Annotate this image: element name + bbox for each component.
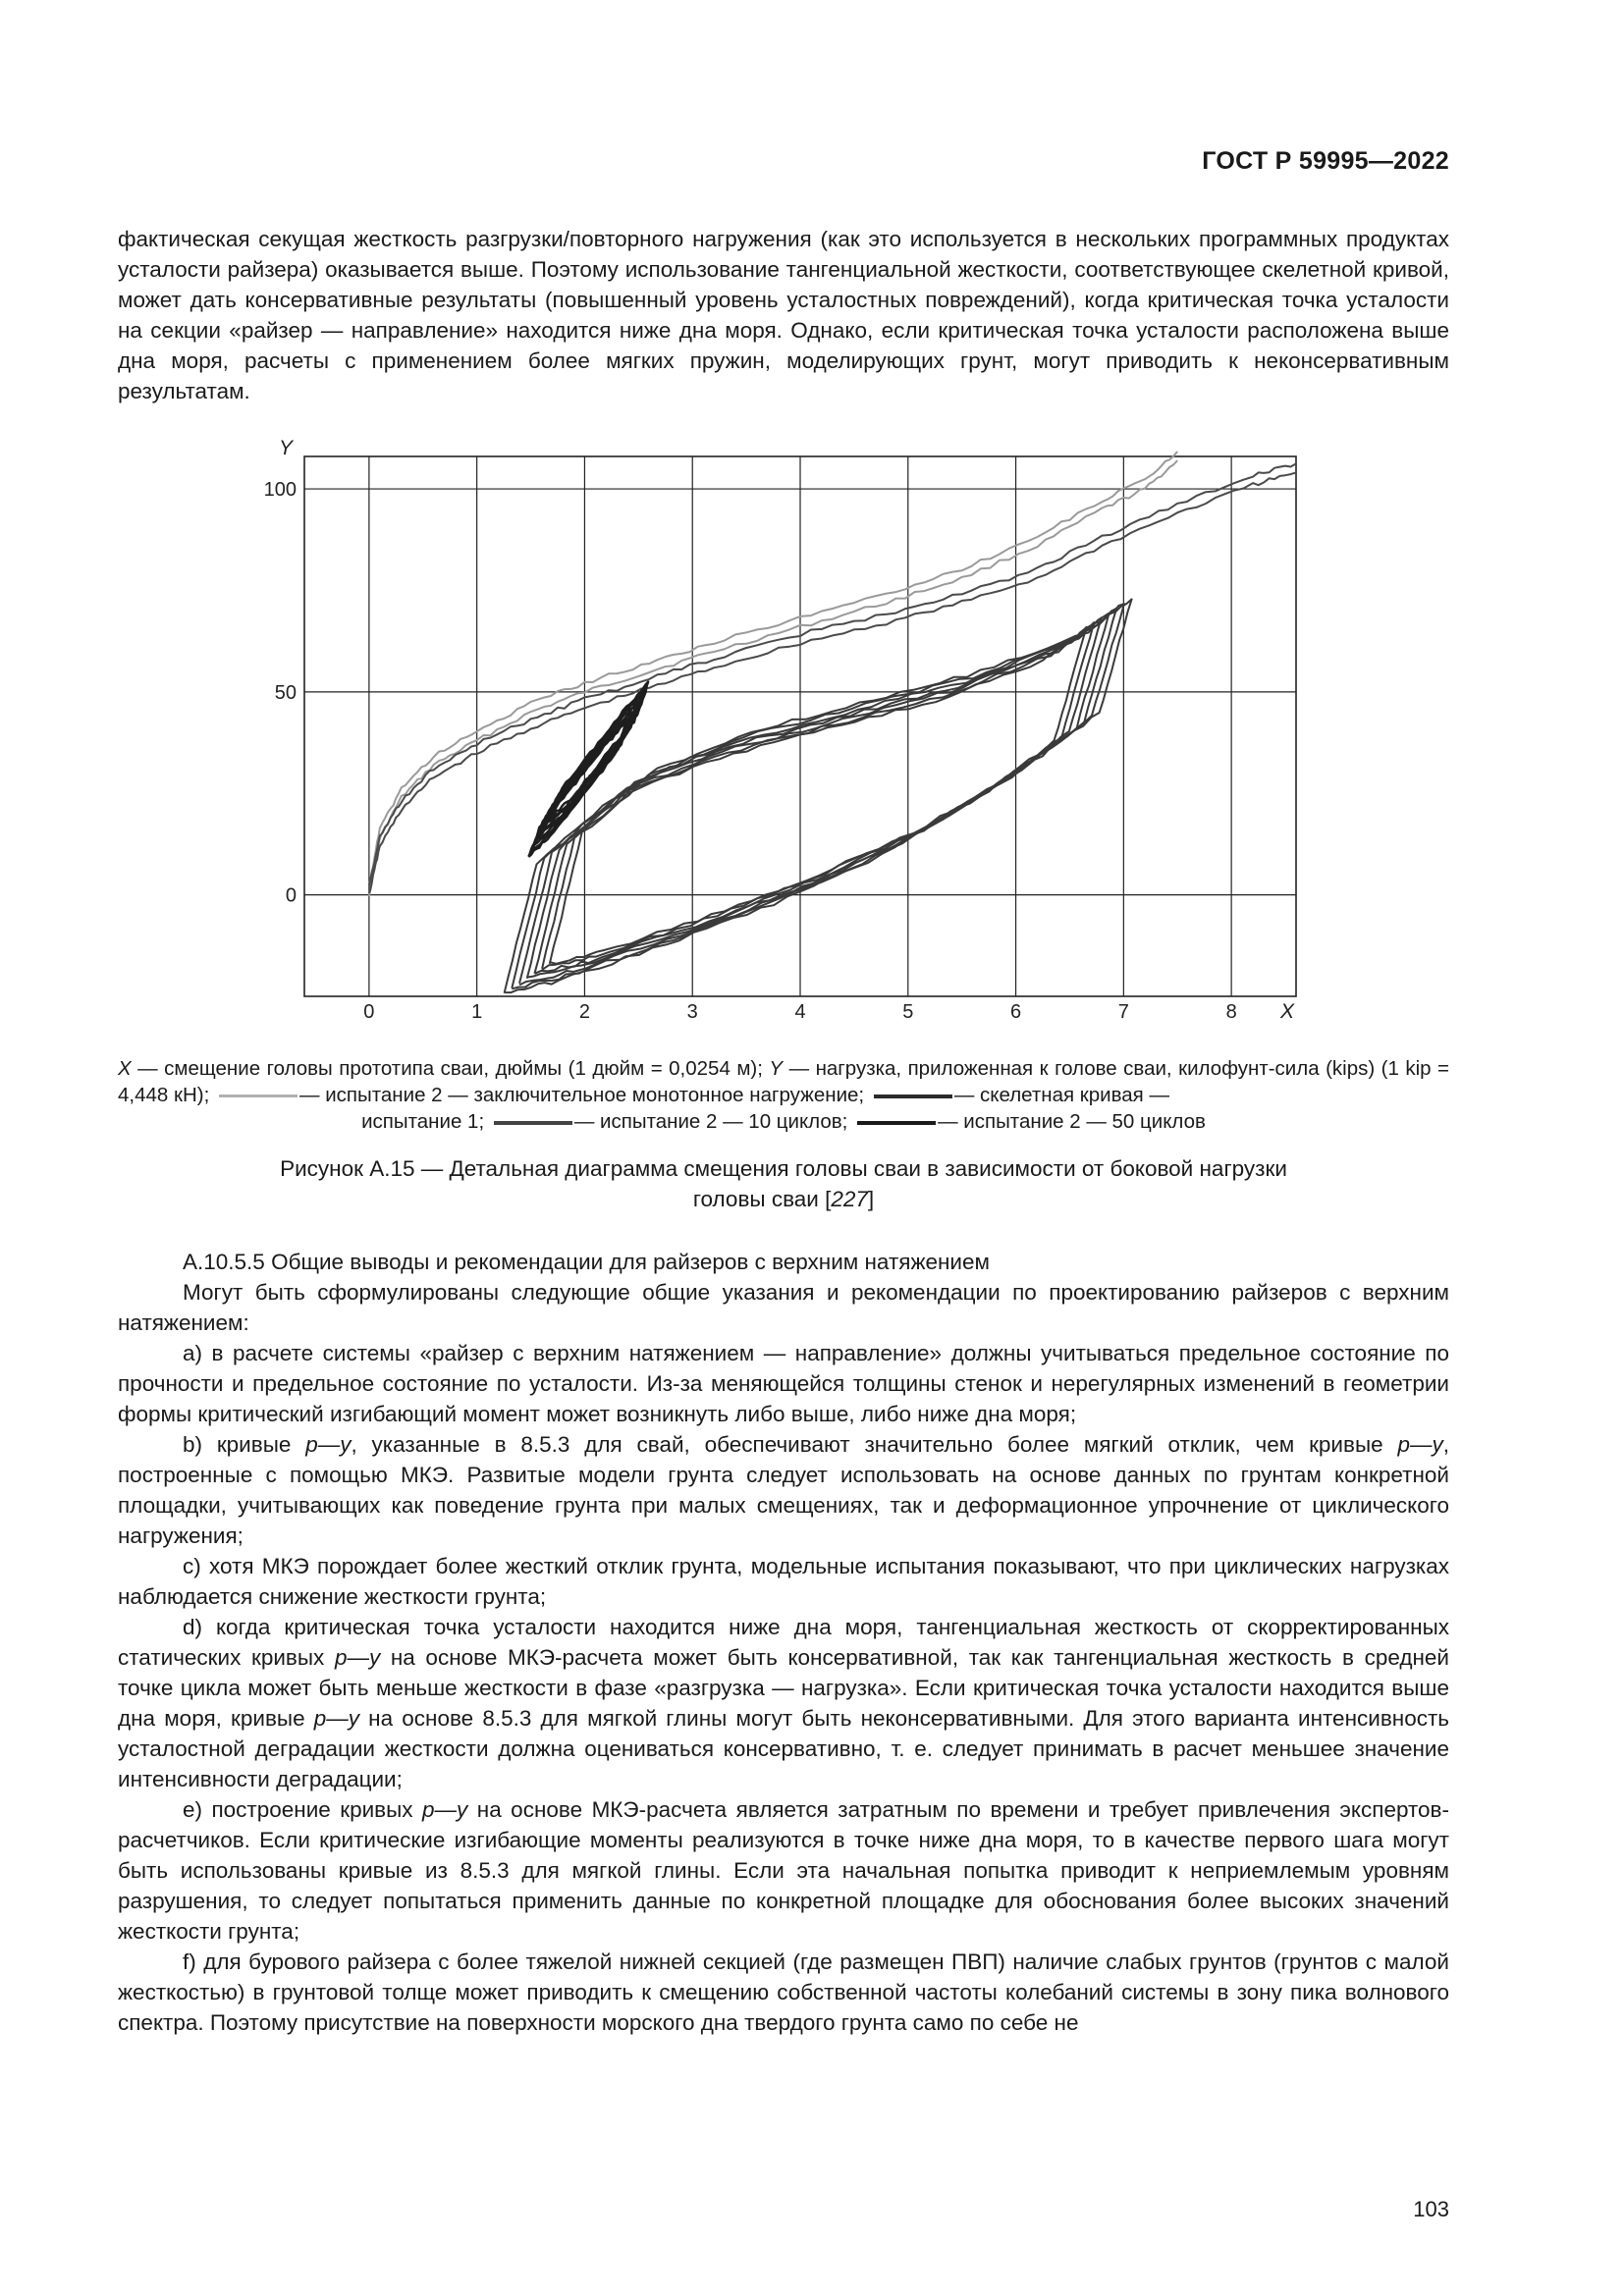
caption-line-1: Рисунок А.15 — Детальная диаграмма смещения головы сваи в зависимости от боковой нагрузки — [280, 1156, 1287, 1181]
series-line — [369, 473, 1296, 894]
x-tick-label: 1 — [471, 1001, 483, 1023]
series-line — [512, 622, 1094, 988]
legend-swatch-50-cycles — [857, 1121, 936, 1125]
x-tick-label: 6 — [1010, 1001, 1022, 1023]
x-tick-label: 4 — [794, 1001, 806, 1023]
x-tick-label: 2 — [578, 1001, 590, 1023]
intro-paragraph — [118, 224, 1449, 406]
item-e-py: p—y — [422, 1797, 468, 1822]
figure-caption — [118, 1153, 1449, 1214]
legend-skeleton-label-2: испытание 1; — [361, 1110, 485, 1133]
page-number: 103 — [1413, 2197, 1449, 2221]
chart-svg — [236, 432, 1316, 1041]
figure-chart — [236, 432, 1316, 1041]
x-tick-label: 5 — [902, 1001, 914, 1023]
legend-swatch-skeleton — [874, 1095, 952, 1098]
caption-reference: 227 — [831, 1187, 868, 1211]
item-d-part-1: d) когда критическая точка усталости находится ниже дна моря, тангенциальная жесткость от скорректированных статических кривых — [118, 1615, 1449, 1670]
item-b-part-1: b) кривые — [183, 1432, 306, 1457]
legend-y-desc: — нагрузка, приложенная к голове сваи, килофунт-сила (kips) (1 kip = 4,448 кН); — [118, 1057, 1450, 1106]
legend-y-symbol: Y — [769, 1057, 784, 1080]
y-tick-label: 100 — [263, 479, 297, 502]
x-tick-label: 8 — [1225, 1001, 1237, 1023]
list-item-d — [118, 1612, 1449, 1794]
list-item-e — [118, 1794, 1449, 1947]
section-body — [118, 1247, 1449, 2038]
item-d-part-2: на основе МКЭ-расчета может быть консервативной, так как тангенциальная жесткость в средней точке цикла может быть меньше жесткости в фазе «разгрузка — нагрузка». Если критическая точка усталости находится выше дна моря, кривые — [118, 1645, 1449, 1731]
y-tick-label: 50 — [274, 681, 297, 704]
legend-10-cycles-label: — испытание 2 — 10 циклов; — [573, 1110, 848, 1133]
section-lead: Могут быть сформулированы следующие общие указания и рекомендации по проектированию райзеров с верхним натяжением: — [118, 1280, 1449, 1335]
item-d-py-2: p—y — [313, 1706, 360, 1731]
y-tick-label: 0 — [285, 884, 297, 907]
y-axis-label: Y — [279, 437, 294, 459]
item-b-part-3: , построенные с помощью МКЭ. Развитые модели грунта следует использовать на основе данных по грунтам конкретной площадки, учитывающих как поведение грунта при малых смещениях, так и деформационное упрочнение от циклического нагружения; — [118, 1432, 1449, 1548]
x-tick-label: 3 — [686, 1001, 698, 1023]
legend-skeleton-label: — скелетная кривая — — [953, 1084, 1169, 1106]
item-d-py-1: p—y — [334, 1645, 381, 1670]
document-header-id: ГОСТ Р 59995—2022 — [1202, 147, 1449, 175]
x-tick-label: 7 — [1117, 1001, 1129, 1023]
section-heading: А.10.5.5 Общие выводы и рекомендации для райзеров с верхним натяжением — [183, 1250, 990, 1274]
x-axis-label: X — [1280, 1000, 1295, 1023]
item-e-part-2: на основе МКЭ-расчета является затратным по времени и требует привлечения экспертов-расчетчиков. Если критические изгибающие моменты реализуются в точке ниже дна моря, то в качестве первого шага могут быть использованы кривые из 8.5.3 для мягкой глины. Если эта начальная попытка приводит к неприемлемым уровням разрушения, то следует попытаться применить данные по конкретной площадке для обоснования более высоких значений жесткости грунта; — [118, 1797, 1449, 1944]
legend-x-symbol: X — [118, 1057, 132, 1080]
series-line — [369, 452, 1177, 884]
legend-line-2 — [118, 1108, 1449, 1135]
legend-swatch-10-cycles — [494, 1121, 572, 1125]
caption-prefix: головы сваи [ — [692, 1187, 832, 1211]
legend-swatch-final — [219, 1095, 298, 1097]
figure-legend — [118, 1055, 1449, 1135]
item-b-part-2: , указанные в 8.5.3 для свай, обеспечивают значительно более мягкий отклик, чем кривые — [351, 1432, 1398, 1457]
legend-50-cycles-label: — испытание 2 — 50 циклов — [938, 1110, 1206, 1133]
caption-suffix: ] — [867, 1187, 875, 1211]
item-d-part-3: на основе 8.5.3 для мягкой глины могут быть неконсервативными. Для этого варианта интенсивность усталостной деградации жесткости должна оцениваться консервативно, т. е. следует принимать в расчет меньшее значение интенсивности деградации; — [118, 1706, 1449, 1791]
item-e-part-1: е) построение кривых — [183, 1797, 423, 1822]
item-b-py-2: p—y — [1397, 1432, 1443, 1457]
item-b-py-1: p—y — [305, 1432, 352, 1457]
list-item-a: а) в расчете системы «райзер с верхним натяжением — направление» должны учитываться предельное состояние по прочности и предельное состояние по усталости. Из-за меняющейся толщины стенок и нерегулярных изменений в геометрии формы критический изгибающий момент может возникнуть либо выше, либо ниже дна моря; — [118, 1341, 1449, 1426]
intro-text: фактическая секущая жесткость разгрузки/повторного нагружения (как это используется в нескольких программных продуктах усталости райзера) оказывается выше. Поэтому использование тангенциальной жесткости, соответствующее скелетной кривой, может дать консервативные результаты (повышенный уровень усталостных повреждений), когда критическая точка усталости на секции «райзер — направление» находится ниже дна моря. Однако, если критическая точка усталости расположена выше дна моря, расчеты с применением более мягких пружин, моделирующих грунт, могут приводить к неконсервативным результатам. — [118, 227, 1449, 403]
x-tick-label: 0 — [363, 1001, 375, 1023]
list-item-c: с) хотя МКЭ порождает более жесткий отклик грунта, модельные испытания показывают, что при циклических нагрузках наблюдается снижение жесткости грунта; — [118, 1554, 1449, 1609]
legend-x-desc: — смещение головы прототипа сваи, дюймы (1 дюйм = 0,0254 м); — [137, 1057, 770, 1080]
legend-final-label: — испытание 2 — заключительное монотонное нагружение; — [299, 1084, 865, 1106]
list-item-b — [118, 1429, 1449, 1551]
caption-line-2 — [118, 1184, 1449, 1214]
series-line — [369, 463, 1296, 885]
list-item-f: f) для бурового райзера с более тяжелой нижней секцией (где размещен ПВП) наличие слабых грунтов (грунтов с малой жесткостью) в грунтовой толще может приводить к смещению собственной частоты колебаний системы в зону пика волнового спектра. Поэтому присутствие на поверхности морского дна твердого грунта само по себе не — [118, 1949, 1449, 2035]
